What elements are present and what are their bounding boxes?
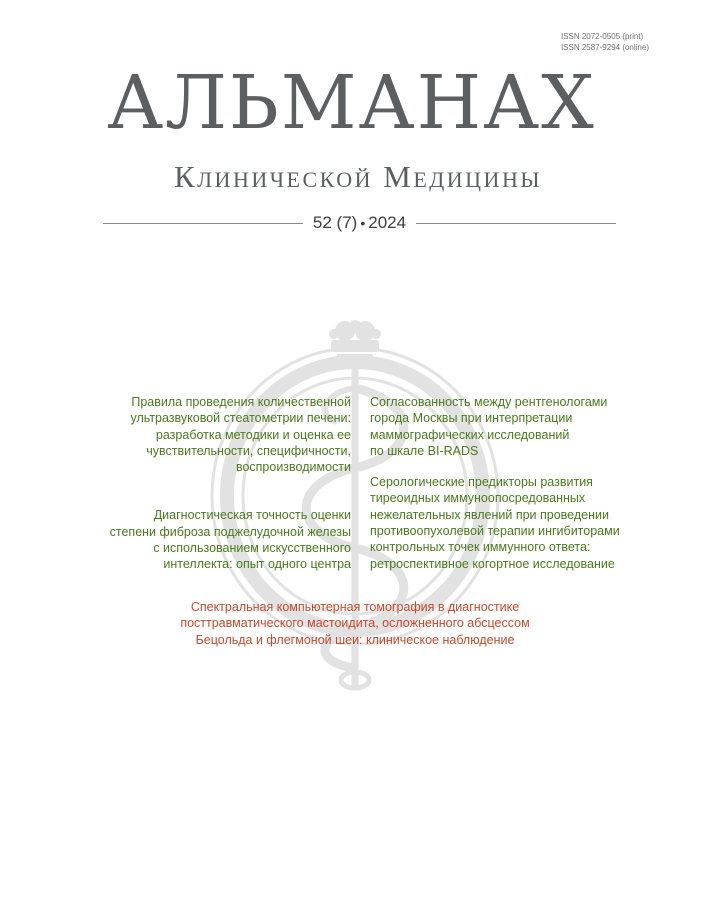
- article-line: противоопухолевой терапии ингибиторами: [370, 524, 620, 539]
- featured-line: Спектральная компьютерная томография в диагностике: [190, 600, 520, 614]
- article-line: по шкале BI-RADS: [370, 443, 479, 458]
- article-line: Диагностическая точность оценки: [153, 508, 351, 523]
- article-line: интеллекта: опыт одного центра: [163, 557, 351, 572]
- article-steatometry: [91, 394, 351, 475]
- issn-block: [561, 31, 649, 53]
- article-line: Правила проведения количественной: [131, 395, 351, 409]
- article-pancreas-fibrosis: [91, 507, 351, 572]
- issue-year: 2024: [368, 213, 407, 232]
- article-line: города Москвы при интерпретации: [370, 411, 573, 426]
- articles-right-column: [370, 394, 645, 572]
- journal-subtitle: Клинической Медицины: [173, 159, 543, 194]
- article-line: тиреоидных иммуноопосредованных: [370, 491, 586, 506]
- article-line: чувствительности, специфичности,: [146, 443, 351, 458]
- article-line: ретроспективное когортное исследование: [370, 556, 615, 571]
- issn-print: ISSN 2072-0505 (print): [560, 32, 644, 41]
- article-line: контрольных точек иммунного ответа:: [370, 540, 591, 555]
- article-line: с использованием искусственного: [153, 541, 351, 556]
- issue-number: [303, 213, 416, 233]
- article-line: нежелательных явлений при проведении: [370, 507, 609, 522]
- journal-title: АЛЬМАНАХ: [107, 60, 596, 146]
- article-line: маммографических исследований: [370, 427, 570, 442]
- featured-article: [150, 599, 560, 648]
- issue-line: [103, 210, 616, 236]
- volume-issue: 52 (7): [312, 213, 358, 232]
- article-line: воспроизводимости: [235, 460, 351, 475]
- article-line: Серологические предикторы развития: [370, 475, 593, 490]
- featured-line: Бецольда и флегмоной шеи: клиническое наблюдение: [195, 632, 515, 647]
- left-rule: [103, 223, 303, 224]
- featured-line: посттравматического мастоидита, осложненного абсцессом: [180, 616, 530, 631]
- issn-online: ISSN 2587-9294 (online): [560, 43, 649, 52]
- separator-dot: •: [360, 215, 366, 231]
- article-line: степени фиброза поджелудочной железы: [109, 524, 351, 539]
- article-line: разработка методики и оценка ее: [155, 427, 351, 442]
- right-rule: [416, 223, 616, 224]
- article-line: ультразвуковой стеатометрии печени:: [130, 411, 351, 426]
- articles-left-column: [91, 394, 351, 573]
- article-line: Согласованность между рентгенологами: [370, 395, 608, 409]
- article-thyroid-predictors: [370, 474, 645, 572]
- article-bi-rads: [370, 394, 645, 459]
